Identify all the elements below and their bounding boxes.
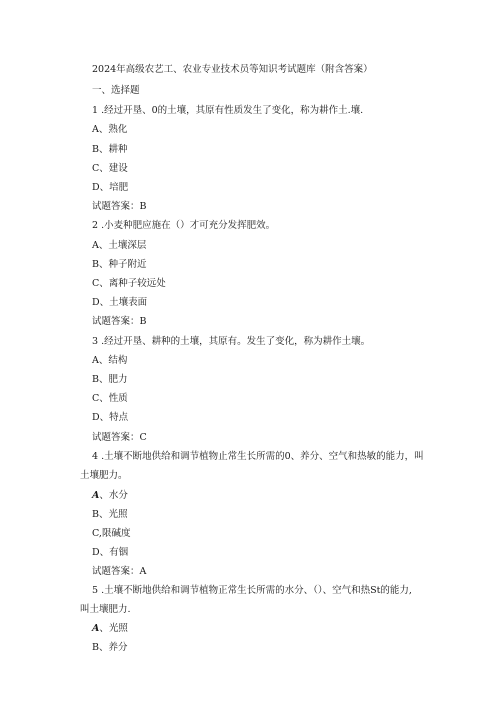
- option: B、光照: [92, 509, 128, 520]
- option: [92, 490, 128, 502]
- option: A、土壤深层: [92, 240, 147, 251]
- option: D、有铟: [92, 547, 129, 558]
- question-text: .土壤不断地供给和调节植物正常生长所需的水分、（）、空气和热St的能力,: [101, 585, 412, 596]
- option-letter: A: [92, 490, 100, 501]
- option: B、养分: [92, 642, 128, 653]
- section-heading: 一、选择题: [92, 85, 140, 96]
- option: B、肥力: [92, 374, 128, 385]
- option: D、特点: [92, 412, 129, 423]
- answer: 试题答案：B: [92, 201, 147, 212]
- question-text: .小麦种肥应施在（）才可充分发挥肥效。: [101, 220, 276, 231]
- question-text: .经过开垦、耕种的土壤，其原有。发生了变化，称为耕作土壤。: [101, 336, 371, 347]
- question-continuation: 叫土壤肥力.: [80, 604, 131, 615]
- question-2: [92, 220, 275, 232]
- question-number: 4: [92, 451, 99, 462]
- document-title: 2024年高级农艺工、农业专业技术员等知识考试题库（附含答案）: [92, 64, 373, 75]
- question-4: [92, 451, 424, 463]
- option: D、培肥: [92, 182, 129, 193]
- option: [92, 623, 128, 635]
- question-text: .土壤不断地供给和调节植物止常生长所需的0、养分、空气和热敏的能力，叫: [101, 451, 424, 462]
- option: A、熟化: [92, 124, 128, 135]
- option-text: 、水分: [99, 490, 128, 501]
- question-number: 5: [92, 585, 99, 596]
- question-number: 2: [92, 220, 99, 231]
- option: C,限碱度: [92, 528, 131, 539]
- question-text: .经过开垦、0的土壤，其原有性质发生了变化，称为耕作土.壤.: [101, 105, 364, 116]
- question-continuation: 土壤肥力。: [80, 470, 128, 481]
- option: A、结构: [92, 355, 128, 366]
- question-5: [92, 585, 412, 597]
- question-number: 3: [92, 336, 99, 347]
- option-letter: A: [92, 623, 100, 634]
- option: C、离种子较远处: [92, 278, 166, 289]
- question-3: [92, 336, 370, 348]
- answer: 试题答案：C: [92, 432, 147, 443]
- question-number: 1: [92, 105, 99, 116]
- option: B、耕种: [92, 144, 128, 155]
- option: B、种子附近: [92, 259, 147, 270]
- option: D、土壤表面: [92, 297, 148, 308]
- answer: 试题答案：A: [92, 566, 147, 577]
- option: C、建设: [92, 163, 128, 174]
- question-1: [92, 105, 363, 117]
- answer: 试题答案：B: [92, 316, 147, 327]
- option: C、性质: [92, 393, 128, 404]
- option-text: 、光照: [99, 623, 128, 634]
